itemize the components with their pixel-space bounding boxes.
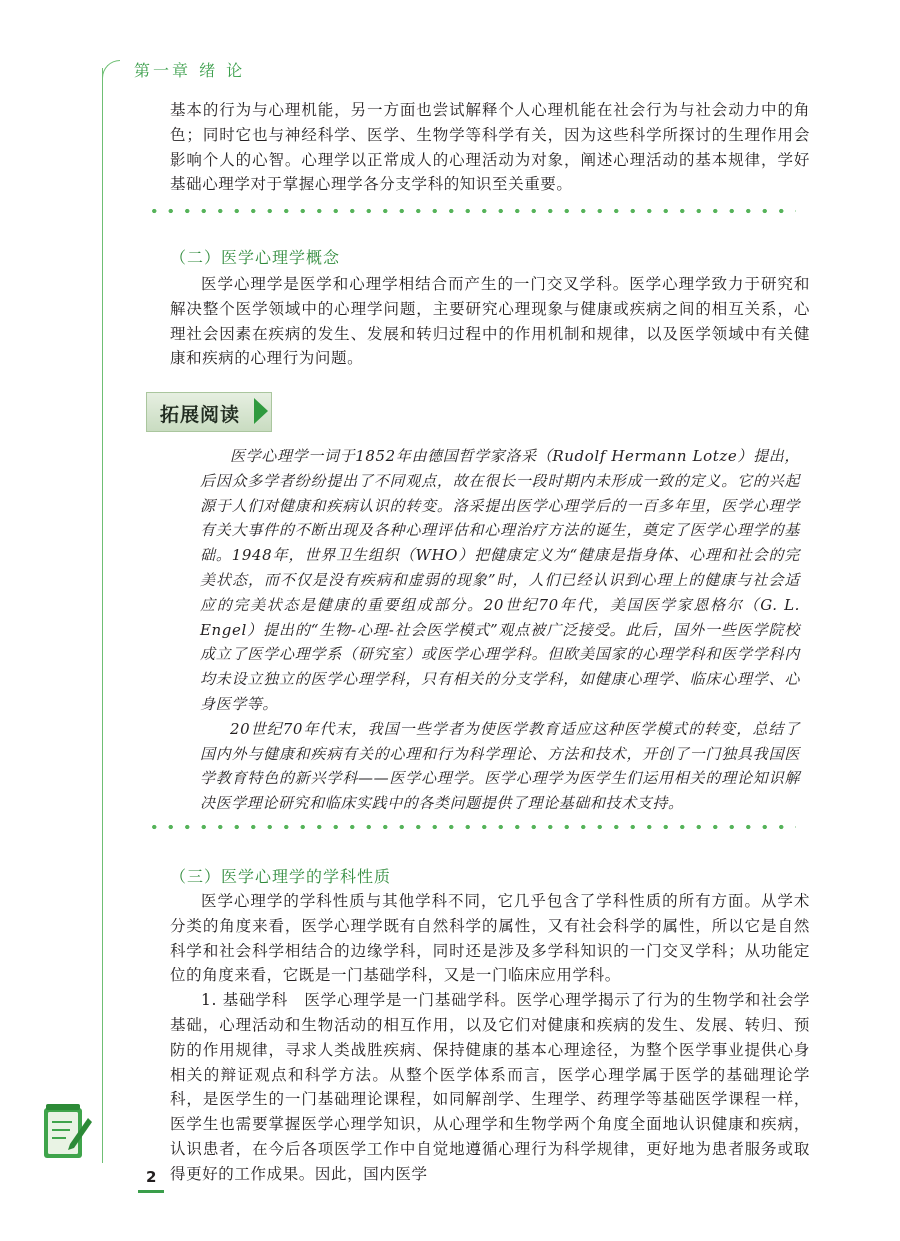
notebook-pen-icon [40, 1100, 94, 1164]
section-title: （三）医学心理学的学科性质 [170, 867, 392, 886]
margin-rule [102, 68, 103, 1163]
arrow-icon [254, 398, 268, 424]
chapter-header: 第一章 绪 论 [120, 58, 251, 81]
page-number: 2 [146, 1168, 157, 1186]
section-paragraph: 医学心理学是医学和心理学相结合而产生的一门交叉学科。医学心理学致力于研究和解决整个医学领域中的心理学问题，主要研究心理现象与健康或疾病之间的相互关系，心理社会因素在疾病的发生、发展和转归过程中的作用机制和规律，以及医学领域中有关健康和疾病的心理行为问题。 [170, 275, 810, 368]
extended-reading-body [200, 444, 800, 816]
section-paragraph: 医学心理学的学科性质与其他学科不同，它几乎包含了学科性质的所有方面。从学术分类的角度来看，医学心理学既有自然科学的属性，又有社会科学的属性，所以它是自然科学和社会科学相结合的边缘学科，同时还是涉及多学科知识的一门交叉学科；从功能定位的角度来看，它既是一门基础学科，又是一门临床应用学科。 [170, 892, 810, 985]
section-paragraph: 1. 基础学科 医学心理学是一门基础学科。医学心理学揭示了行为的生物学和社会学基础，心理活动和生物活动的相互作用，以及它们对健康和疾病的发生、发展、转归、预防的作用规律，寻求人类战胜疾病、保持健康的基本心理途径，为整个医学事业提供心身相关的辩证观点和科学方法。从整个医学体系而言，医学心理学属于医学的基础理论学科，是医学生的一门基础理论课程，如同解剖学、生理学、药理学等基础医学课程一样，医学生也需要掌握医学心理学知识，从心理学和生物学两个角度全面地认识健康和疾病，认识患者，在今后各项医学工作中自觉地遵循心理行为科学规律，更好地为患者服务或取得更好的工作成果。因此，国内医学 [170, 991, 810, 1183]
intro-paragraph [170, 98, 810, 197]
section-body [170, 889, 810, 1187]
tag-label: 拓展阅读 [160, 404, 241, 426]
reading-paragraph: 20世纪70年代末，我国一些学者为使医学教育适应这种医学模式的转变，总结了国内外与健康和疾病有关的心理和行为科学理论、方法和技术，开创了一门独具我国医学教育特色的新兴学科——医学心理学。医学心理学为医学生们运用相关的理论知识解决医学理论研究和临床实践中的各类问题提供了理论基础和技术支持。 [200, 719, 800, 813]
section-title: （二）医学心理学概念 [170, 248, 341, 267]
extended-reading-tag [146, 392, 270, 430]
section-body [170, 272, 810, 371]
dotted-divider [146, 208, 796, 214]
intro-text: 基本的行为与心理机能，另一方面也尝试解释个人心理机能在社会行为与社会动力中的角色；同时它也与神经科学、医学、生物学等科学有关，因为这些科学所探讨的生理作用会影响个人的心智。心理学以正常成人的心理活动为对象，阐述心理活动的基本规律，学好基础心理学对于掌握心理学各分支学科的知识至关重要。 [170, 101, 810, 194]
page-number-bar [138, 1190, 164, 1193]
reading-paragraph: 医学心理学一词于1852年由德国哲学家洛采（Rudolf Hermann Lotze）提出，后因众多学者纷纷提出了不同观点，故在很长一段时期内未形成一致的定义。它的兴起源于人们对健康和疾病认识的转变。洛采提出医学心理学后的一百多年里，医学心理学有关大事件的不断出现及各种心理评估和心理治疗方法的诞生，奠定了医学心理学的基础。1948年，世界卫生组织（WHO）把健康定义为“健康是指身体、心理和社会的完美状态，而不仅是没有疾病和虚弱的现象”时，人们已经认识到心理上的健康与社会适应的完美状态是健康的重要组成部分。20世纪70年代，美国医学家恩格尔（G. L. Engel）提出的“生物-心理-社会医学模式”观点被广泛接受。此后，国外一些医学院校成立了医学心理学系（研究室）或医学心理学科。但欧美国家的心理学科和医学学科内均未设立独立的医学心理学科，只有相关的分支学科，如健康心理学、临床心理学、心身医学等。 [200, 447, 800, 713]
dotted-divider [146, 824, 796, 830]
